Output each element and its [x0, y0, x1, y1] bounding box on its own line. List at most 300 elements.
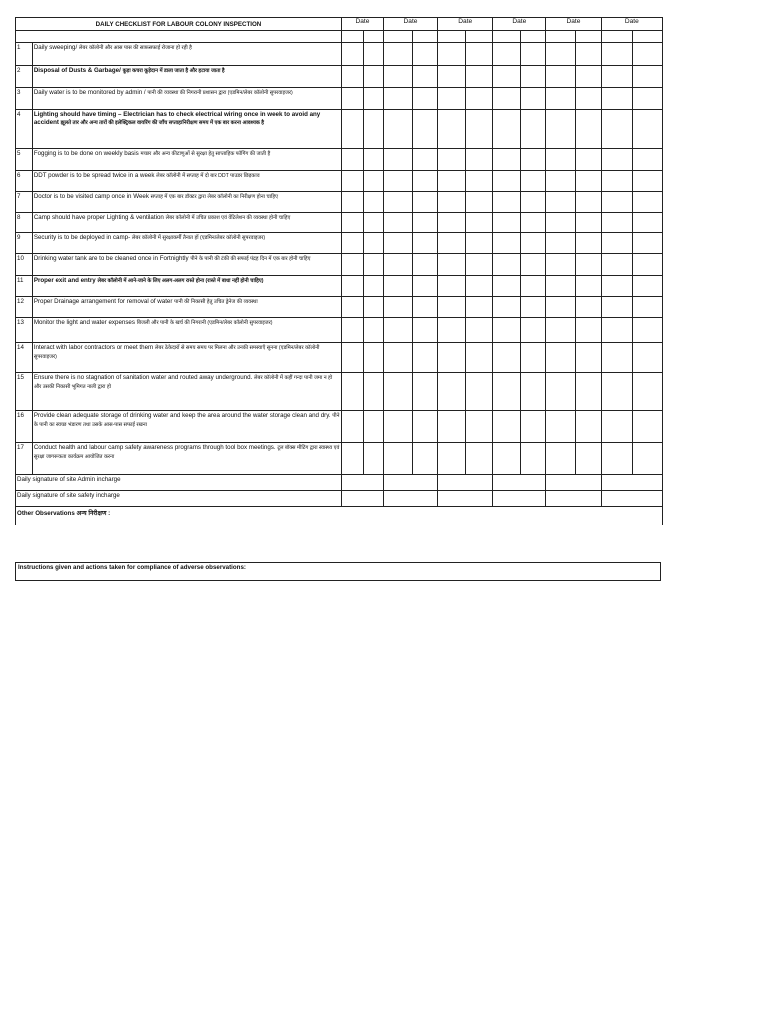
- check-cell[interactable]: [493, 171, 521, 192]
- check-cell[interactable]: [465, 318, 493, 343]
- check-cell[interactable]: [493, 43, 521, 66]
- check-cell[interactable]: [546, 171, 576, 192]
- check-cell[interactable]: [341, 297, 363, 318]
- check-cell[interactable]: [521, 43, 546, 66]
- check-cell[interactable]: [521, 88, 546, 110]
- item-text-english: Fogging is to be done on weekly basis: [33, 150, 139, 157]
- check-cell[interactable]: [632, 373, 662, 411]
- item-text-english: Proper Drainage arrangement for removal of water: [33, 298, 173, 305]
- check-cell[interactable]: [363, 110, 383, 149]
- check-cell[interactable]: [576, 233, 601, 254]
- checklist-row: [16, 171, 663, 192]
- check-cell[interactable]: [465, 443, 493, 475]
- check-cell[interactable]: [341, 276, 363, 297]
- check-cell[interactable]: [363, 66, 383, 88]
- check-cell[interactable]: [601, 43, 632, 66]
- check-cell[interactable]: [632, 343, 662, 373]
- date-cell[interactable]: [465, 31, 493, 43]
- check-cell[interactable]: [546, 411, 576, 443]
- item-text-english: Disposal of Dusts & Garbage/: [33, 67, 121, 74]
- check-cell[interactable]: [383, 343, 412, 373]
- check-cell[interactable]: [546, 192, 576, 213]
- check-cell[interactable]: [576, 110, 601, 149]
- check-cell[interactable]: [521, 213, 546, 233]
- check-cell[interactable]: [341, 66, 363, 88]
- check-cell[interactable]: [438, 233, 466, 254]
- signature-cell[interactable]: [546, 491, 601, 507]
- signature-cell[interactable]: [341, 475, 383, 491]
- item-description: [32, 171, 341, 192]
- check-cell[interactable]: [632, 88, 662, 110]
- check-cell[interactable]: [363, 254, 383, 276]
- check-cell[interactable]: [521, 254, 546, 276]
- check-cell[interactable]: [576, 373, 601, 411]
- item-text-english: Security is to be deployed in camp-: [33, 234, 131, 241]
- check-cell[interactable]: [341, 192, 363, 213]
- check-cell[interactable]: [576, 43, 601, 66]
- check-cell[interactable]: [341, 443, 363, 475]
- check-cell[interactable]: [438, 318, 466, 343]
- check-cell[interactable]: [383, 276, 412, 297]
- check-cell[interactable]: [546, 66, 576, 88]
- check-cell[interactable]: [465, 411, 493, 443]
- header-subrow: [16, 31, 663, 43]
- item-text-hindi: झूलते तार और अन्य तारों की इलेक्ट्रिकल वायरिंग की जाँच सप्ताह/निरीक्षण समय में एक बार करना आवश्यक है: [60, 119, 265, 126]
- check-cell[interactable]: [601, 171, 632, 192]
- signature-cell[interactable]: [601, 491, 662, 507]
- checklist-row: [16, 213, 663, 233]
- check-cell[interactable]: [632, 43, 662, 66]
- check-cell[interactable]: [341, 343, 363, 373]
- check-cell[interactable]: [546, 213, 576, 233]
- item-number: 2: [16, 66, 33, 88]
- check-cell[interactable]: [341, 411, 363, 443]
- check-cell[interactable]: [363, 171, 383, 192]
- check-cell[interactable]: [438, 192, 466, 213]
- check-cell[interactable]: [493, 343, 521, 373]
- header-row: [16, 18, 663, 31]
- check-cell[interactable]: [601, 254, 632, 276]
- check-cell[interactable]: [341, 171, 363, 192]
- check-cell[interactable]: [383, 233, 412, 254]
- check-cell[interactable]: [465, 66, 493, 88]
- check-cell[interactable]: [601, 276, 632, 297]
- item-text-english: Lighting should have timing – Electrician has to check electrical wiring once in week to avoid any accident: [33, 111, 321, 126]
- date-cell[interactable]: [412, 31, 437, 43]
- check-cell[interactable]: [412, 276, 437, 297]
- check-cell[interactable]: [341, 88, 363, 110]
- checklist-row: [16, 88, 663, 110]
- check-cell[interactable]: [341, 213, 363, 233]
- item-text-hindi: लेबर कॉलोनी में सुरक्षाकर्मी तैनात हों (एडमिन/लेबर कॉलोनी सुपरवाइजर): [131, 235, 266, 241]
- check-cell[interactable]: [383, 373, 412, 411]
- item-text-hindi: कूड़ा कचरा कूड़ेदान में डाला जाता है और हटाया जाता है: [122, 68, 225, 74]
- check-cell[interactable]: [493, 443, 521, 475]
- checklist-row: [16, 373, 663, 411]
- check-cell[interactable]: [412, 110, 437, 149]
- item-text-hindi: पीने के पानी की टंकी की सफाई पंद्रह दिन में एक बार होनी चाहिए: [190, 256, 311, 262]
- check-cell[interactable]: [493, 149, 521, 171]
- item-description: [32, 297, 341, 318]
- item-number: 11: [16, 276, 33, 297]
- date-cell[interactable]: [546, 31, 576, 43]
- check-cell[interactable]: [521, 318, 546, 343]
- item-number: 1: [16, 43, 33, 66]
- item-text-hindi: पानी की व्यवस्था की निगरानी प्रशासन द्वारा (एडमिन/लेबर कॉलोनी सुपरवाइजर): [147, 90, 293, 96]
- check-cell[interactable]: [363, 318, 383, 343]
- item-text-english: Daily sweeping/: [33, 44, 78, 51]
- check-cell[interactable]: [383, 192, 412, 213]
- check-cell[interactable]: [576, 149, 601, 171]
- check-cell[interactable]: [546, 443, 576, 475]
- check-cell[interactable]: [438, 343, 466, 373]
- check-cell[interactable]: [546, 318, 576, 343]
- check-cell[interactable]: [438, 43, 466, 66]
- check-cell[interactable]: [412, 411, 437, 443]
- signature-cell[interactable]: [493, 475, 546, 491]
- check-cell[interactable]: [341, 110, 363, 149]
- check-cell[interactable]: [546, 110, 576, 149]
- check-cell[interactable]: [576, 171, 601, 192]
- check-cell[interactable]: [341, 373, 363, 411]
- check-cell[interactable]: [341, 149, 363, 171]
- check-cell[interactable]: [438, 88, 466, 110]
- item-number: 9: [16, 233, 33, 254]
- check-cell[interactable]: [493, 233, 521, 254]
- item-number: 14: [16, 343, 33, 373]
- check-cell[interactable]: [412, 43, 437, 66]
- check-cell[interactable]: [632, 411, 662, 443]
- check-cell[interactable]: [576, 297, 601, 318]
- check-cell[interactable]: [521, 343, 546, 373]
- item-text-hindi: पानी की निकासी हेतु उचित ड्रेनेज की व्यवस्था: [174, 299, 258, 305]
- check-cell[interactable]: [438, 254, 466, 276]
- check-cell[interactable]: [341, 254, 363, 276]
- date-header-3: Date: [438, 18, 493, 31]
- check-cell[interactable]: [632, 149, 662, 171]
- check-cell[interactable]: [438, 110, 466, 149]
- check-cell[interactable]: [438, 411, 466, 443]
- check-cell[interactable]: [363, 213, 383, 233]
- date-cell[interactable]: [341, 31, 363, 43]
- instructions-box: Instructions given and actions taken for compliance of adverse observations:: [15, 562, 661, 581]
- check-cell[interactable]: [601, 233, 632, 254]
- check-cell[interactable]: [493, 276, 521, 297]
- checklist-row: [16, 276, 663, 297]
- check-cell[interactable]: [576, 213, 601, 233]
- check-cell[interactable]: [546, 343, 576, 373]
- check-cell[interactable]: [521, 110, 546, 149]
- signature-cell[interactable]: [601, 475, 662, 491]
- check-cell[interactable]: [546, 149, 576, 171]
- item-text-english: Camp should have proper Lighting & ventilation: [33, 214, 164, 221]
- check-cell[interactable]: [341, 233, 363, 254]
- item-description: [32, 66, 341, 88]
- check-cell[interactable]: [632, 297, 662, 318]
- check-cell[interactable]: [341, 318, 363, 343]
- signature-cell[interactable]: [438, 491, 493, 507]
- check-cell[interactable]: [363, 233, 383, 254]
- date-header-5: Date: [546, 18, 601, 31]
- check-cell[interactable]: [546, 43, 576, 66]
- check-cell[interactable]: [465, 149, 493, 171]
- check-cell[interactable]: [493, 373, 521, 411]
- item-description: [32, 373, 341, 411]
- check-cell[interactable]: [383, 411, 412, 443]
- check-cell[interactable]: [601, 110, 632, 149]
- check-cell[interactable]: [363, 373, 383, 411]
- checklist-row: [16, 233, 663, 254]
- check-cell[interactable]: [493, 110, 521, 149]
- check-cell[interactable]: [383, 443, 412, 475]
- date-cell[interactable]: [601, 31, 632, 43]
- check-cell[interactable]: [576, 66, 601, 88]
- check-cell[interactable]: [412, 213, 437, 233]
- signature-cell[interactable]: [383, 491, 437, 507]
- check-cell[interactable]: [632, 443, 662, 475]
- item-text-hindi: लेबर कॉलोनी में कहीं गन्दा पानी जमा न हो और उसकी निकासी भूमिगत नाली द्वारा हो: [33, 375, 333, 390]
- check-cell[interactable]: [632, 318, 662, 343]
- date-cell[interactable]: [363, 31, 383, 43]
- check-cell[interactable]: [412, 171, 437, 192]
- other-observations-label[interactable]: Other Observations अन्य निरीक्षण :: [16, 507, 663, 525]
- check-cell[interactable]: [363, 88, 383, 110]
- date-cell[interactable]: [438, 31, 466, 43]
- signature-label: Daily signature of site safety incharge: [16, 491, 342, 507]
- check-cell[interactable]: [576, 318, 601, 343]
- item-number: 3: [16, 88, 33, 110]
- check-cell[interactable]: [601, 66, 632, 88]
- check-cell[interactable]: [465, 276, 493, 297]
- check-cell[interactable]: [412, 297, 437, 318]
- check-cell[interactable]: [493, 297, 521, 318]
- check-cell[interactable]: [465, 297, 493, 318]
- check-cell[interactable]: [363, 411, 383, 443]
- check-cell[interactable]: [601, 443, 632, 475]
- check-cell[interactable]: [383, 318, 412, 343]
- checklist-row: [16, 149, 663, 171]
- check-cell[interactable]: [576, 443, 601, 475]
- check-cell[interactable]: [576, 343, 601, 373]
- check-cell[interactable]: [601, 88, 632, 110]
- title-spacer: [16, 31, 342, 43]
- item-number: 4: [16, 110, 33, 149]
- signature-cell[interactable]: [493, 491, 546, 507]
- check-cell[interactable]: [632, 254, 662, 276]
- checklist-row: [16, 254, 663, 276]
- check-cell[interactable]: [546, 276, 576, 297]
- check-cell[interactable]: [412, 443, 437, 475]
- check-cell[interactable]: [383, 149, 412, 171]
- signature-cell[interactable]: [341, 491, 383, 507]
- check-cell[interactable]: [412, 192, 437, 213]
- observations-row: [16, 507, 663, 525]
- check-cell[interactable]: [493, 254, 521, 276]
- check-cell[interactable]: [493, 192, 521, 213]
- check-cell[interactable]: [546, 254, 576, 276]
- checklist-row: [16, 443, 663, 475]
- check-cell[interactable]: [363, 443, 383, 475]
- date-cell[interactable]: [521, 31, 546, 43]
- signature-cell[interactable]: [546, 475, 601, 491]
- check-cell[interactable]: [412, 233, 437, 254]
- check-cell[interactable]: [465, 43, 493, 66]
- check-cell[interactable]: [521, 297, 546, 318]
- check-cell[interactable]: [383, 171, 412, 192]
- check-cell[interactable]: [383, 213, 412, 233]
- item-description: [32, 411, 341, 443]
- item-text-english: Proper exit and entry: [33, 277, 96, 284]
- check-cell[interactable]: [576, 254, 601, 276]
- check-cell[interactable]: [493, 88, 521, 110]
- check-cell[interactable]: [521, 276, 546, 297]
- check-cell[interactable]: [576, 88, 601, 110]
- check-cell[interactable]: [465, 110, 493, 149]
- check-cell[interactable]: [363, 149, 383, 171]
- check-cell[interactable]: [465, 171, 493, 192]
- check-cell[interactable]: [383, 110, 412, 149]
- check-cell[interactable]: [601, 297, 632, 318]
- check-cell[interactable]: [412, 254, 437, 276]
- check-cell[interactable]: [341, 43, 363, 66]
- item-number: 15: [16, 373, 33, 411]
- check-cell[interactable]: [521, 192, 546, 213]
- check-cell[interactable]: [438, 373, 466, 411]
- check-cell[interactable]: [383, 254, 412, 276]
- signature-cell[interactable]: [438, 475, 493, 491]
- date-cell[interactable]: [383, 31, 412, 43]
- check-cell[interactable]: [521, 66, 546, 88]
- check-cell[interactable]: [521, 171, 546, 192]
- check-cell[interactable]: [576, 411, 601, 443]
- checklist-row: [16, 43, 663, 66]
- item-text-english: Interact with labor contractors or meet them: [33, 344, 154, 351]
- check-cell[interactable]: [438, 297, 466, 318]
- date-cell[interactable]: [576, 31, 601, 43]
- check-cell[interactable]: [412, 88, 437, 110]
- check-cell[interactable]: [383, 88, 412, 110]
- item-text-hindi: मच्छर और अन्य कीटाणुओं से सुरक्षा हेतु साप्ताहिक फॉगिंग की जाती है: [140, 151, 271, 157]
- item-description: [32, 276, 341, 297]
- check-cell[interactable]: [632, 171, 662, 192]
- check-cell[interactable]: [363, 276, 383, 297]
- item-number: 16: [16, 411, 33, 443]
- check-cell[interactable]: [546, 297, 576, 318]
- date-cell[interactable]: [493, 31, 521, 43]
- item-number: 17: [16, 443, 33, 475]
- date-header-2: Date: [383, 18, 437, 31]
- check-cell[interactable]: [521, 443, 546, 475]
- check-cell[interactable]: [601, 213, 632, 233]
- item-text-hindi: सप्ताह में एक बार डॉक्टर द्वारा लेबर कॉलोनी का निरीक्षण होना चाहिए: [150, 194, 278, 200]
- item-text-english: Daily water is to be monitored by admin /: [33, 89, 146, 96]
- check-cell[interactable]: [493, 318, 521, 343]
- item-description: [32, 254, 341, 276]
- item-description: [32, 149, 341, 171]
- item-description: [32, 233, 341, 254]
- check-cell[interactable]: [601, 343, 632, 373]
- check-cell[interactable]: [601, 192, 632, 213]
- check-cell[interactable]: [546, 373, 576, 411]
- check-cell[interactable]: [363, 343, 383, 373]
- check-cell[interactable]: [521, 149, 546, 171]
- check-cell[interactable]: [383, 43, 412, 66]
- check-cell[interactable]: [383, 66, 412, 88]
- check-cell[interactable]: [546, 233, 576, 254]
- checklist-row: [16, 411, 663, 443]
- check-cell[interactable]: [412, 66, 437, 88]
- item-text-hindi: लेबर कॉलोनी में सप्ताह में दो बार DDT पाउडर छिड़काव: [156, 173, 260, 179]
- check-cell[interactable]: [438, 443, 466, 475]
- date-cell[interactable]: [632, 31, 662, 43]
- check-cell[interactable]: [383, 297, 412, 318]
- check-cell[interactable]: [438, 66, 466, 88]
- check-cell[interactable]: [632, 213, 662, 233]
- check-cell[interactable]: [546, 88, 576, 110]
- check-cell[interactable]: [576, 276, 601, 297]
- item-number: 7: [16, 192, 33, 213]
- check-cell[interactable]: [465, 88, 493, 110]
- check-cell[interactable]: [438, 149, 466, 171]
- check-cell[interactable]: [632, 192, 662, 213]
- date-header-6: Date: [601, 18, 662, 31]
- check-cell[interactable]: [493, 66, 521, 88]
- check-cell[interactable]: [632, 110, 662, 149]
- item-text-hindi: पीने के पानी का स्वच्छ भंडारण तथा उसके आस-पास सफाई रखना: [33, 413, 340, 428]
- check-cell[interactable]: [465, 254, 493, 276]
- check-cell[interactable]: [576, 192, 601, 213]
- check-cell[interactable]: [601, 411, 632, 443]
- check-cell[interactable]: [438, 171, 466, 192]
- checklist-row: [16, 192, 663, 213]
- check-cell[interactable]: [521, 233, 546, 254]
- check-cell[interactable]: [632, 66, 662, 88]
- check-cell[interactable]: [412, 373, 437, 411]
- check-cell[interactable]: [465, 373, 493, 411]
- check-cell[interactable]: [363, 43, 383, 66]
- check-cell[interactable]: [493, 411, 521, 443]
- item-number: 5: [16, 149, 33, 171]
- check-cell[interactable]: [363, 192, 383, 213]
- check-cell[interactable]: [601, 373, 632, 411]
- item-description: [32, 192, 341, 213]
- item-description: [32, 88, 341, 110]
- check-cell[interactable]: [412, 149, 437, 171]
- check-cell[interactable]: [601, 149, 632, 171]
- check-cell[interactable]: [438, 276, 466, 297]
- check-cell[interactable]: [465, 192, 493, 213]
- item-description: [32, 43, 341, 66]
- check-cell[interactable]: [363, 297, 383, 318]
- check-cell[interactable]: [438, 213, 466, 233]
- check-cell[interactable]: [465, 343, 493, 373]
- check-cell[interactable]: [493, 213, 521, 233]
- check-cell[interactable]: [465, 233, 493, 254]
- checklist-title: DAILY CHECKLIST FOR LABOUR COLONY INSPECTION: [16, 18, 342, 31]
- check-cell[interactable]: [601, 318, 632, 343]
- check-cell[interactable]: [521, 373, 546, 411]
- item-number: 8: [16, 213, 33, 233]
- check-cell[interactable]: [412, 318, 437, 343]
- check-cell[interactable]: [412, 343, 437, 373]
- check-cell[interactable]: [465, 213, 493, 233]
- item-text-hindi: लेबर कॉलोनी में उचित प्रकाश एवं वेंटिलेशन की व्यवस्था होनी चाहिए: [165, 215, 291, 221]
- check-cell[interactable]: [632, 233, 662, 254]
- check-cell[interactable]: [521, 411, 546, 443]
- check-cell[interactable]: [632, 276, 662, 297]
- item-text-hindi: टूल बॉक्स मीटिंग द्वारा स्वास्थ्य एवं सुरक्षा जागरूकता कार्यक्रम आयोजित करना: [33, 445, 340, 460]
- signature-cell[interactable]: [383, 475, 437, 491]
